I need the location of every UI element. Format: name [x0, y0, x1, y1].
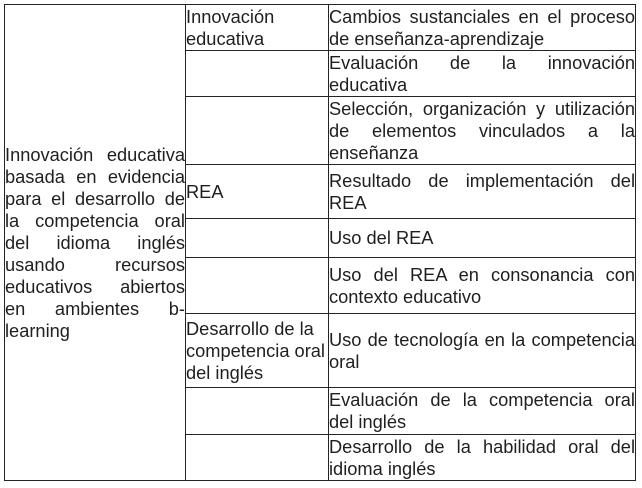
- table-row: [5, 5, 636, 51]
- category-cell-empty: [186, 97, 329, 165]
- category-cell-rea: REA: [186, 165, 329, 219]
- theme-cell: Innovación educativa basada en evidencia para el desarrollo de la competencia oral del idioma inglés usando recursos educativos abiertos en ambientes b-learning: [5, 5, 186, 481]
- category-cell-empty: [186, 51, 329, 97]
- indicator-cell: Selección, organización y utilización de elementos vinculados a la enseñanza: [329, 97, 635, 163]
- category-cell-innovacion-educativa: Innovación educativa: [186, 5, 329, 51]
- indicator-cell: Resultado de implementación del REA: [329, 165, 636, 219]
- indicator-cell: Uso del REA: [329, 219, 636, 258]
- category-cell-empty: [186, 435, 329, 481]
- category-cell-empty: [186, 258, 329, 314]
- category-cell-empty: [186, 219, 329, 258]
- indicator-cell: Desarrollo de la habilidad oral del idioma inglés: [329, 435, 635, 479]
- matrix-table: [4, 4, 636, 481]
- indicator-cell: Cambios sustanciales en el proceso de enseñanza-aprendizaje: [329, 5, 635, 49]
- indicator-cell: Uso del REA en consonancia con contexto educativo: [329, 258, 636, 314]
- category-cell-competencia-oral: Desarrollo de la competencia oral del inglés: [186, 314, 329, 388]
- indicator-cell: Uso de tecnología en la competencia oral: [329, 314, 636, 388]
- indicator-cell: Evaluación de la competencia oral del inglés: [329, 388, 636, 435]
- indicator-cell: Evaluación de la innovación educativa: [329, 51, 635, 95]
- category-cell-empty: [186, 388, 329, 435]
